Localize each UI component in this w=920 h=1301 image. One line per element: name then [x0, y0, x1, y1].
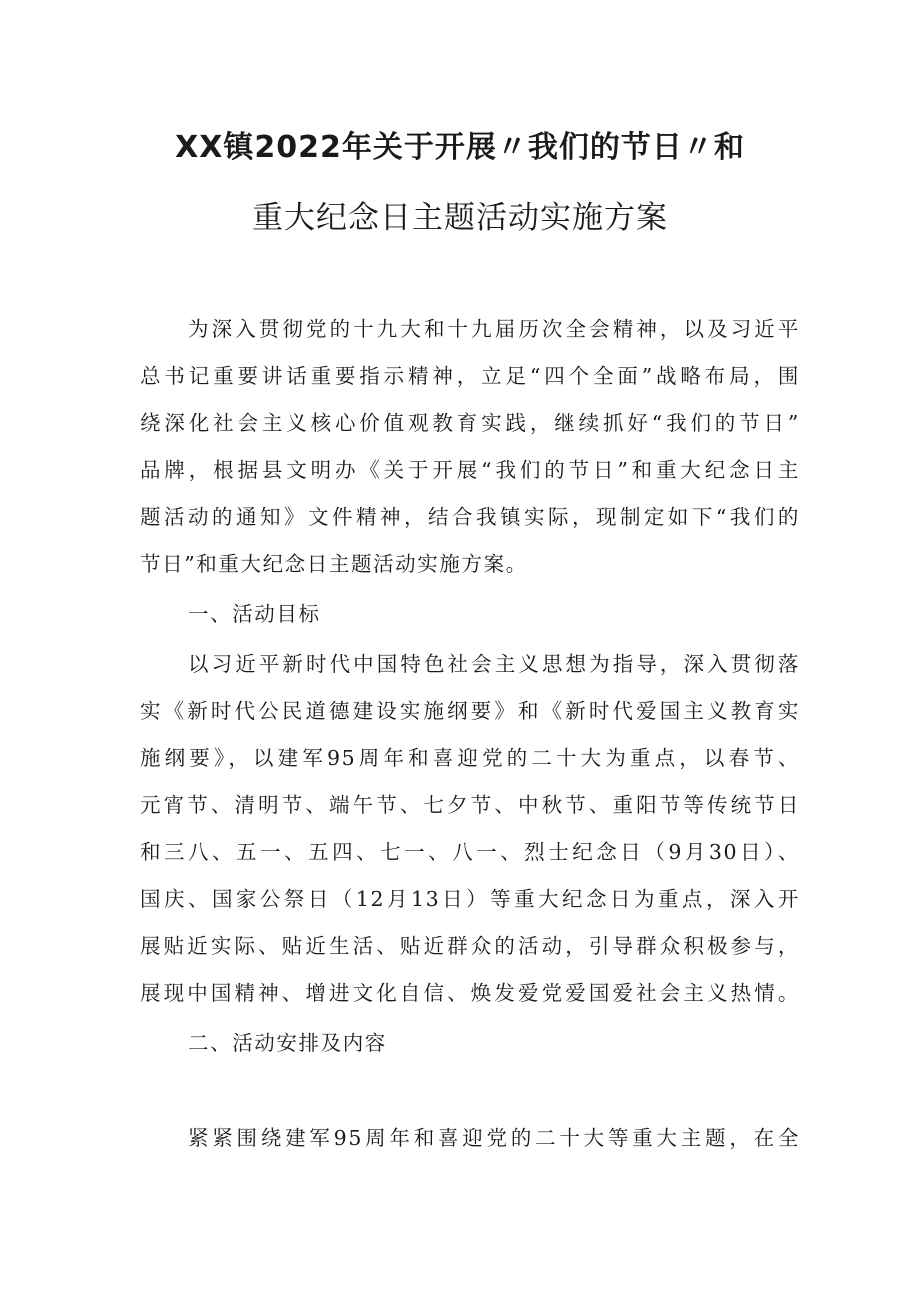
paragraph-2-line-6: 国庆、国家公祭日（12月13日）等重大纪念日为重点，深入开 — [140, 887, 800, 911]
paragraph-1-line-5: 题活动的通知》文件精神，结合我镇实际，现制定如下“我们的 — [140, 505, 800, 529]
paragraph-1-line-4: 品牌，根据县文明办《关于开展“我们的节日”和重大纪念日主 — [140, 458, 800, 482]
paragraph-2-line-4: 元宵节、清明节、端午节、七夕节、中秋节、重阳节等传统节日 — [140, 793, 800, 817]
paragraph-3-line-1: 紧紧围绕建军95周年和喜迎党的二十大等重大主题，在全 — [188, 1126, 800, 1150]
paragraph-2-line-7: 展贴近实际、贴近生活、贴近群众的活动，引导群众积极参与， — [140, 934, 800, 958]
document-title-line-2: 重大纪念日主题活动实施方案 — [252, 200, 668, 236]
paragraph-1-line-6: 节日”和重大纪念日主题活动实施方案。 — [140, 552, 528, 576]
section-heading-2: 二、活动安排及内容 — [188, 1031, 387, 1055]
paragraph-1-line-3: 绕深化社会主义核心价值观教育实践，继续抓好“我们的节日” — [140, 411, 800, 435]
paragraph-2-line-1: 以习近平新时代中国特色社会主义思想为指导，深入贯彻落 — [188, 652, 800, 676]
section-heading-1: 一、活动目标 — [188, 602, 321, 626]
paragraph-2-line-2: 实《新时代公民道德建设实施纲要》和《新时代爱国主义教育实 — [140, 699, 800, 723]
document-title-line-1: XX镇2022年关于开展〃我们的节日〃和 — [175, 130, 745, 165]
paragraph-1-line-1: 为深入贯彻党的十九大和十九届历次全会精神，以及习近平 — [188, 317, 800, 341]
paragraph-2-line-3: 施纲要》，以建军95周年和喜迎党的二十大为重点，以春节、 — [140, 746, 800, 770]
paragraph-2-line-8: 展现中国精神、增进文化自信、焕发爱党爱国爱社会主义热情。 — [140, 981, 800, 1005]
paragraph-2-line-5: 和三八、五一、五四、七一、八一、烈士纪念日（9月30日）、 — [140, 840, 800, 864]
paragraph-1-line-2: 总书记重要讲话重要指示精神，立足“四个全面”战略布局，围 — [140, 364, 800, 388]
